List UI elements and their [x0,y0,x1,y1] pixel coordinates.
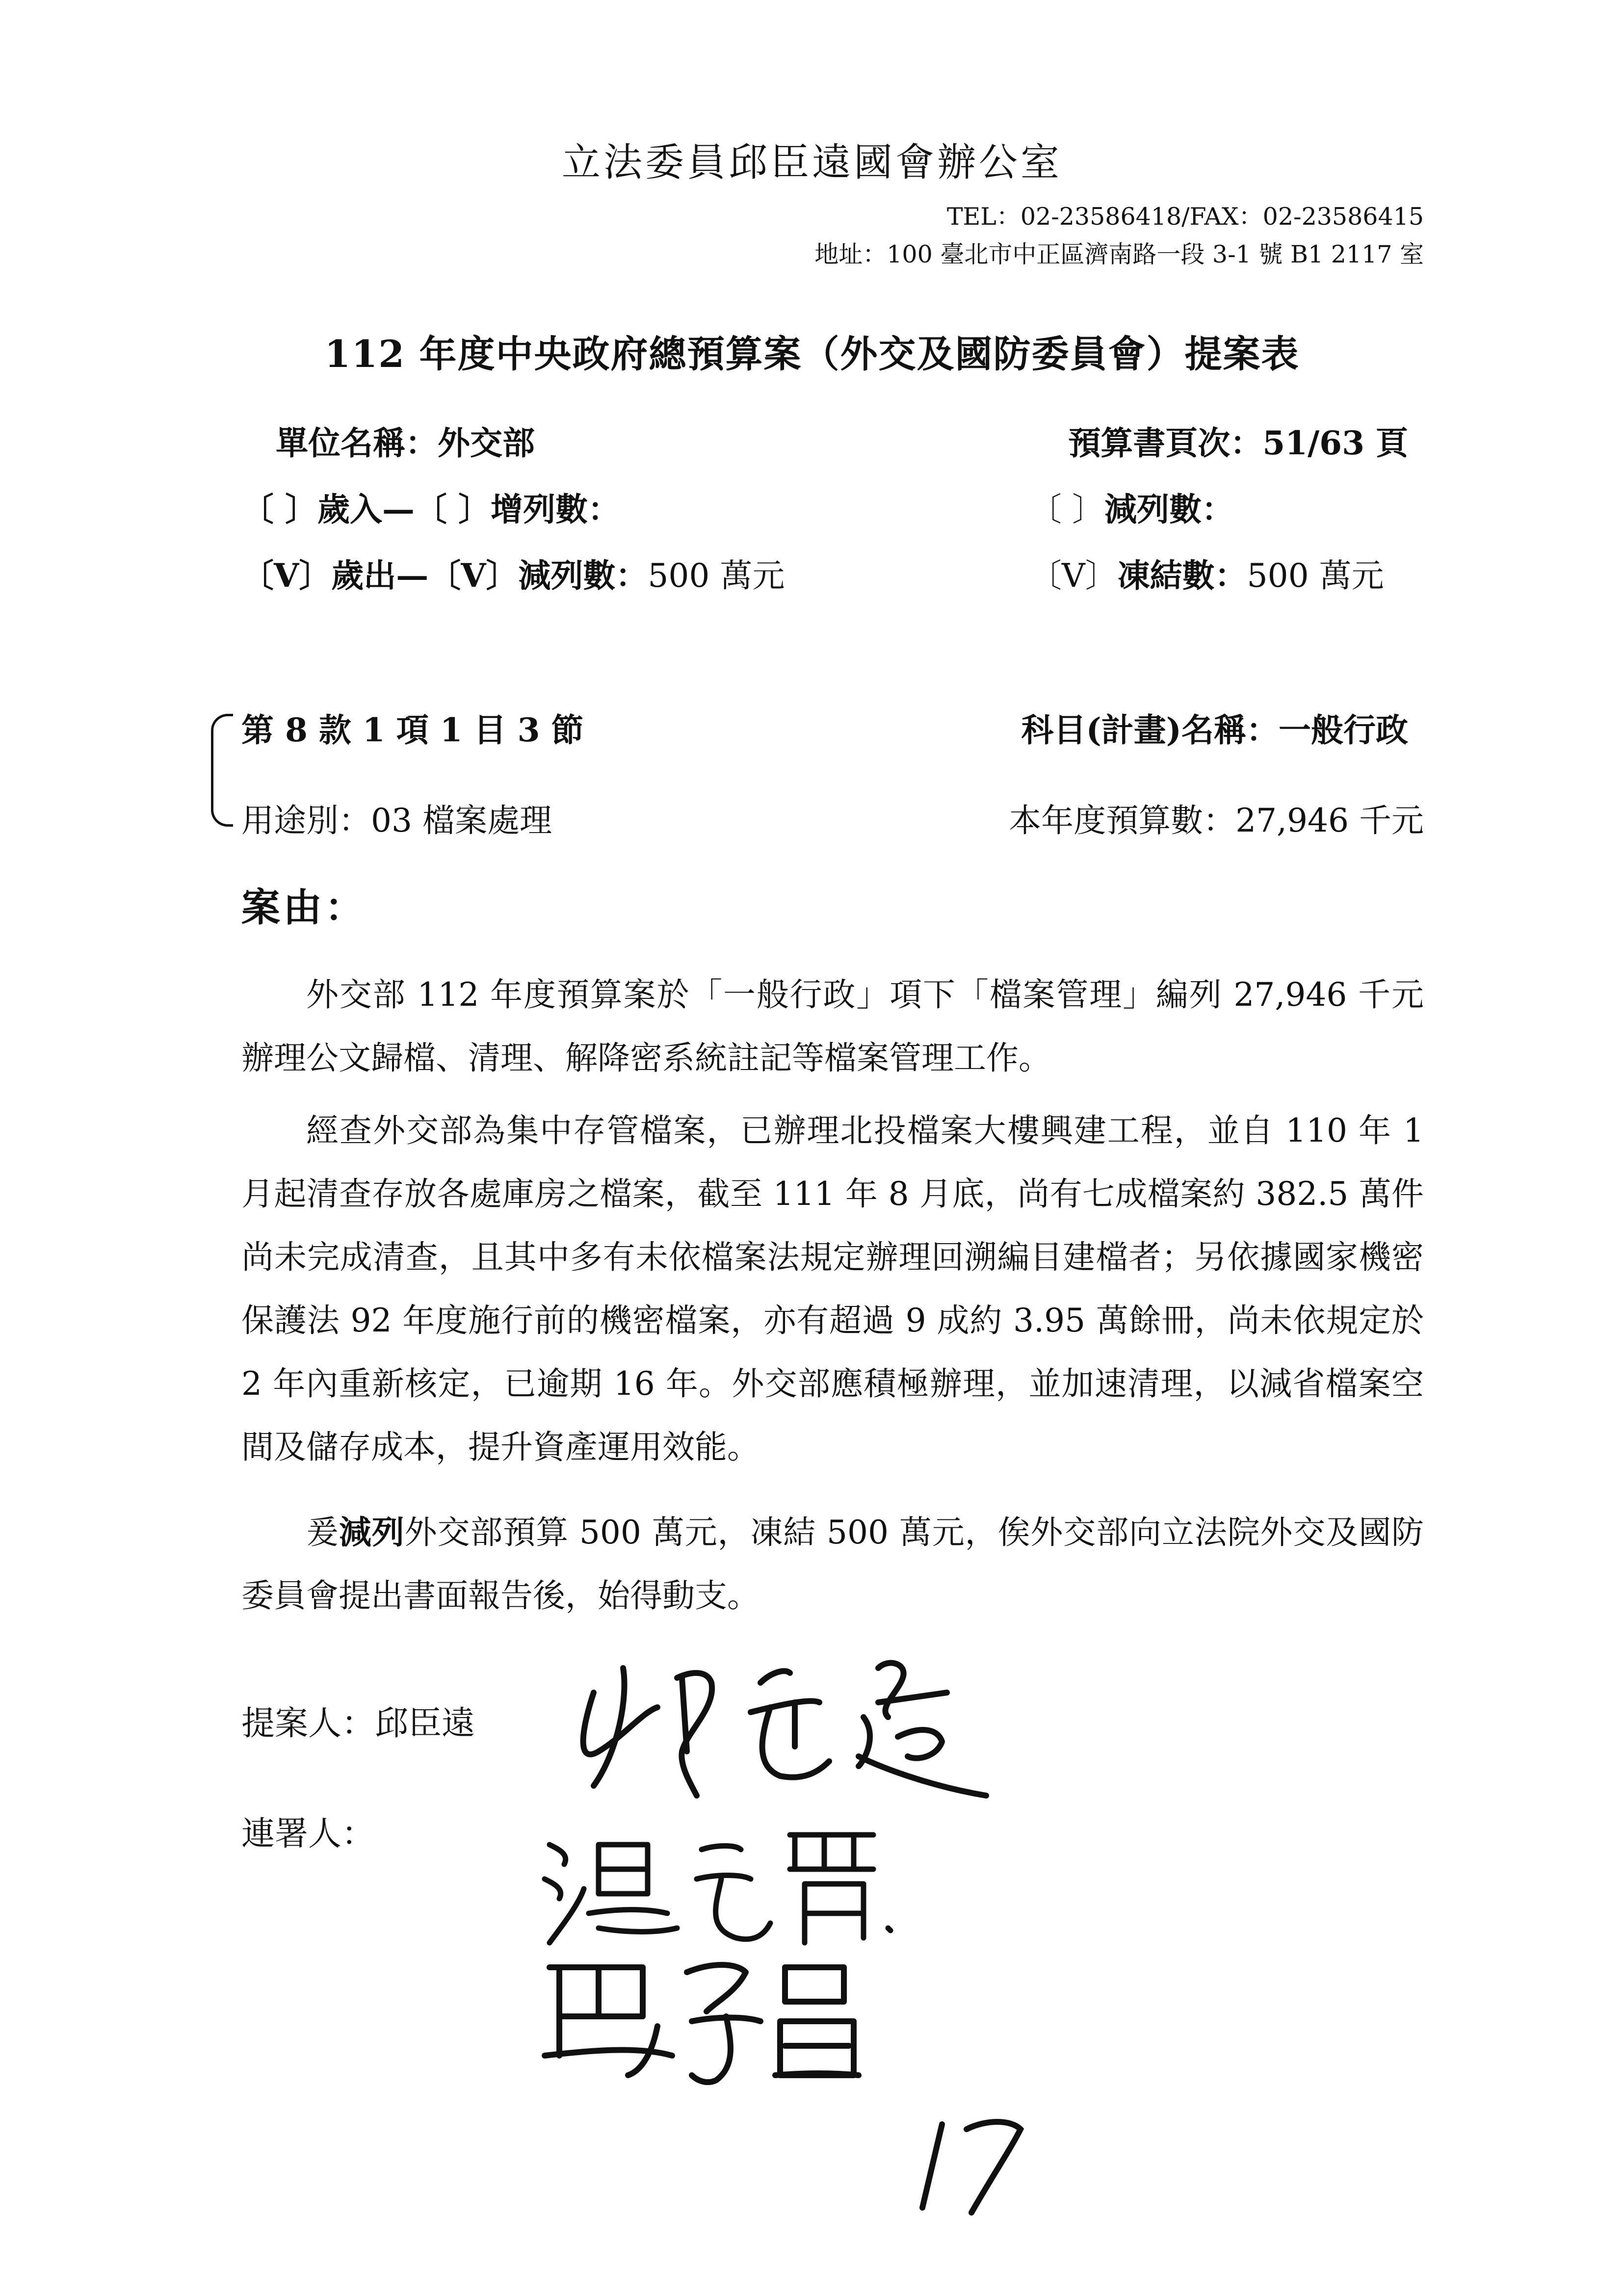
cosigner-signature-2 [530,1943,873,2090]
revenue-cut-prefix: 〔 〕 [1029,491,1104,528]
para3-rest: 外交部預算 500 萬元，凍結 500 萬元，俟外交部向立法院外交及國防委員會提出書面報告後，始得動支。 [241,1513,1424,1615]
usage-type: 用途別：03 檔案處理 [241,802,552,839]
freeze-row [1029,556,1384,595]
tel-fax: TEL：02-23586418/FAX：02-23586415 [946,203,1424,231]
section-bracket [211,714,233,827]
case-paragraph-1: 外交部 112 年度預算案於「一般行政」項下「檔案管理」編列 27,946 千元辦理公文歸檔、清理、解降密系統註記等檔案管理工作。 [241,976,1424,1077]
case-paragraph-3 [241,1501,1424,1627]
revenue-row [241,490,620,528]
budget-page: 預算書頁次：51/63 頁 [1068,424,1408,462]
para3-prefix: 爰 [306,1513,339,1551]
budget-section: 第 8 款 1 項 1 目 3 節 [241,711,584,749]
case-heading: 案由： [241,885,367,930]
revenue-prefix: 〔 〕歲入—〔 〕 [241,490,491,528]
page-mark-strokes [913,2110,1030,2218]
page-mark [913,2110,1030,2218]
proposer-signature [564,1639,1006,1800]
proposer-label: 提案人：邱臣遠 [241,1704,475,1743]
office-address: 地址：100 臺北市中正區濟南路一段 3-1 號 B1 2117 室 [814,240,1424,268]
office-name: 立法委員邱臣遠國會辦公室 [562,140,1062,185]
freeze-prefix: 〔V〕 [1029,557,1118,595]
freeze-label: 凍結數： [1117,556,1247,595]
unit-name: 單位名稱：外交部 [276,424,535,462]
revenue-cut-label: 減列數： [1104,490,1234,528]
annual-budget: 本年度預算數：27,946 千元 [1009,802,1424,839]
cosigner-signature-1 [530,1815,903,1953]
para3-bold: 減列 [339,1513,405,1551]
expense-cut-value: 500 萬元 [648,557,785,595]
expense-cut-label: 減列數： [518,556,648,595]
expense-prefix: 〔V〕歲出—〔V〕 [241,556,519,595]
expense-row [241,556,785,595]
case-paragraph-2: 經查外交部為集中存管檔案，已辦理北投檔案大樓興建工程，並自 110 年 1 月起清查存放各處庫房之檔案，截至 111 年 8 月底，尚有七成檔案約 382.5 萬件尚未完成清查，且其中多有未依檔案法規定辦理回溯編目建檔者；另依據國家機密保護法 92 年度施行前的機密檔案，亦有超過 9 成約 3.95 萬餘冊，尚未依規定於 2 年內重新核定，已逾期 16 年。外交部應積極辦理，並加速清理，以減省檔案空間及儲存成本，提升資產運用效能。 [241,1112,1424,1466]
revenue-cut-row [1029,490,1234,528]
freeze-value: 500 萬元 [1247,557,1384,595]
cosigner-label: 連署人： [241,1815,375,1853]
revenue-increase-label: 增列數： [490,490,620,528]
subject-name: 科目(計畫)名稱：一般行政 [1021,711,1408,749]
document-title: 112 年度中央政府總預算案（外交及國防委員會）提案表 [324,332,1300,376]
